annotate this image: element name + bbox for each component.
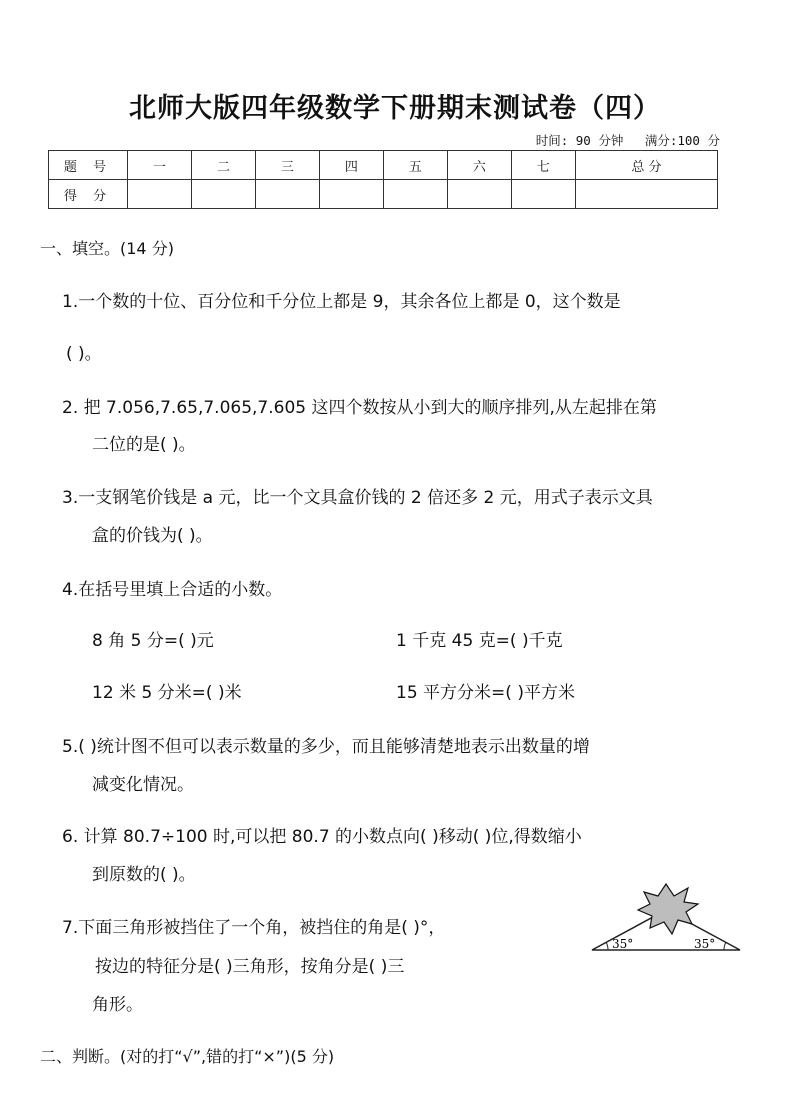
header-cell: 三 xyxy=(255,151,319,180)
score-cell[interactable] xyxy=(511,180,575,209)
score-cell[interactable] xyxy=(128,180,192,209)
question-2-line-2: 二位的是( )。 xyxy=(92,435,196,455)
covered-triangle-figure xyxy=(588,878,748,958)
question-6-line-2: 到原数的( )。 xyxy=(92,865,196,885)
question-4-item-b: 1 千克 45 克=( )千克 xyxy=(396,631,563,651)
left-angle-label: 35° xyxy=(612,937,634,951)
question-5-line-1: 5.( )统计图不但可以表示数量的多少，而且能够清楚地表示出数量的增 xyxy=(62,737,590,757)
header-cell: 一 xyxy=(128,151,192,180)
header-cell: 题 号 xyxy=(49,151,128,180)
score-table-header-row xyxy=(49,151,718,180)
time-limit: 时间: 90 分钟 xyxy=(535,133,624,148)
question-7-line-1: 7.下面三角形被挡住了一个角，被挡住的角是( )°， xyxy=(62,918,446,938)
question-4-item-d: 15 平方分米=( )平方米 xyxy=(396,683,575,703)
question-7-line-3: 角形。 xyxy=(92,995,143,1015)
score-table-score-row xyxy=(49,180,718,209)
header-cell: 总 分 xyxy=(575,151,717,180)
score-label-cell: 得 分 xyxy=(49,180,128,209)
question-4-stem: 4.在括号里填上合适的小数。 xyxy=(62,580,283,600)
blot-star-icon xyxy=(638,884,698,934)
question-4-item-c: 12 米 5 分米=( )米 xyxy=(92,683,242,703)
right-angle-label: 35° xyxy=(694,937,716,951)
left-angle-arc xyxy=(606,942,608,950)
question-4-item-a: 8 角 5 分=( )元 xyxy=(92,631,214,651)
question-5-line-2: 减变化情况。 xyxy=(92,775,194,795)
question-2-line-1: 2. 把 7.056,7.65,7.065,7.605 这四个数按从小到大的顺序排列,从左起排在第 xyxy=(62,398,657,418)
header-cell: 二 xyxy=(191,151,255,180)
right-angle-arc xyxy=(724,942,726,950)
header-cell: 七 xyxy=(511,151,575,180)
section-1-heading: 一、填空。(14 分) xyxy=(40,239,174,258)
header-cell: 五 xyxy=(383,151,447,180)
question-7-line-2: 按边的特征分是( )三角形，按角分是( )三 xyxy=(95,957,405,977)
question-1-line-1: 1.一个数的十位、百分位和千分位上都是 9，其余各位上都是 0，这个数是 xyxy=(62,292,621,312)
header-cell: 六 xyxy=(447,151,511,180)
question-3-line-1: 3.一支钢笔价钱是 a 元，比一个文具盒价钱的 2 倍还多 2 元，用式子表示文具 xyxy=(62,488,653,508)
full-score: 满分:100 分 xyxy=(644,133,720,148)
question-6-line-1: 6. 计算 80.7÷100 时,可以把 80.7 的小数点向( )移动( )位,得数缩小 xyxy=(62,827,582,847)
section-2-heading: 二、判断。(对的打“√”,错的打“×”)(5 分) xyxy=(40,1047,335,1066)
exam-meta xyxy=(522,131,720,149)
question-3-line-2: 盒的价钱为( )。 xyxy=(92,526,213,546)
score-cell[interactable] xyxy=(575,180,717,209)
score-cell[interactable] xyxy=(191,180,255,209)
score-cell[interactable] xyxy=(255,180,319,209)
exam-title: 北师大版四年级数学下册期末测试卷（四） xyxy=(129,93,661,124)
score-cell[interactable] xyxy=(447,180,511,209)
score-cell[interactable] xyxy=(319,180,383,209)
score-table xyxy=(48,150,718,209)
question-1-line-2: ( )。 xyxy=(66,344,102,364)
score-cell[interactable] xyxy=(383,180,447,209)
header-cell: 四 xyxy=(319,151,383,180)
